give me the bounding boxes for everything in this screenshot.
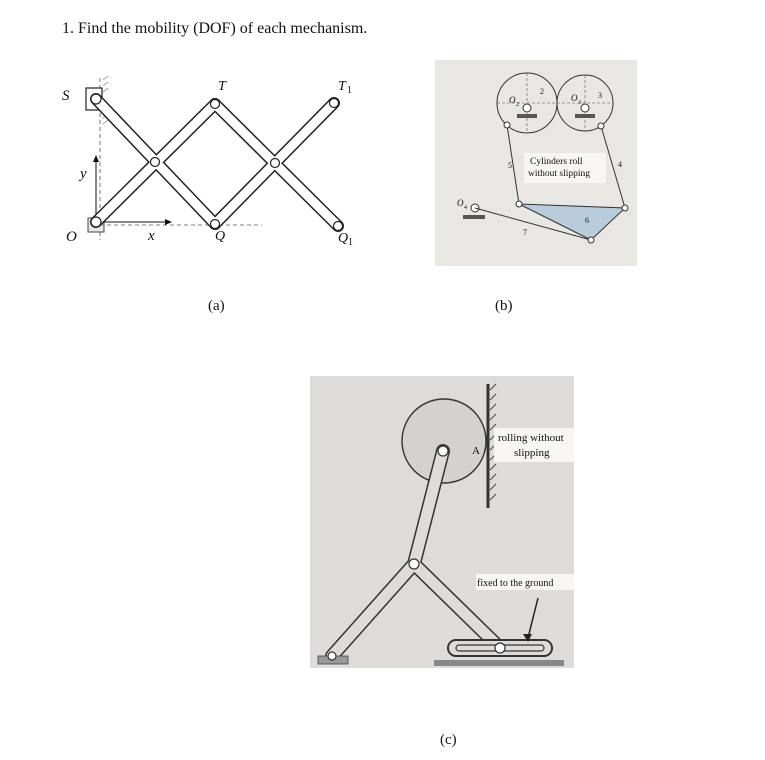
label-o: O [66,229,77,245]
y-arrowhead [93,155,99,162]
figure-a [55,70,375,250]
ground-base-c [434,660,564,666]
fixed-label: fixed to the ground [477,578,554,589]
caption-b: (b) [495,298,513,314]
note-line-1: Cylinders roll [530,157,583,167]
label-o3: O [571,93,578,103]
question-text: 1. Find the mobility (DOF) of each mechanism. [62,20,368,37]
label-4: 4 [618,160,622,169]
label-t1-sub: 1 [347,85,352,96]
label-2: 2 [540,87,544,96]
scissor-pins [91,94,343,231]
note-line-2: without slipping [528,169,591,179]
label-a: A [472,445,480,457]
label-o4-sub: 4 [464,205,467,211]
label-q1: Q [338,231,349,246]
label-t: T [218,79,226,94]
label-o2: O [509,95,516,105]
label-o3-sub: 3 [578,100,581,106]
caption-a: (a) [208,298,225,314]
label-7: 7 [523,228,527,237]
label-q: Q [215,229,226,244]
label-6: 6 [585,216,589,225]
label-t1: T [338,79,346,94]
scissor-links [96,99,338,226]
rolling-line-1: rolling without [498,432,564,444]
caption-c: (c) [440,732,457,748]
rolling-line-2: slipping [514,447,550,459]
x-arrowhead [165,219,172,225]
label-o4: O [457,198,464,208]
label-s: S [62,88,70,104]
figure-b [435,60,637,266]
label-x: x [148,228,155,244]
figure-c [310,376,574,668]
label-y: y [80,166,87,182]
label-o2-sub: 2 [516,102,519,108]
label-q1-sub: 1 [348,237,353,248]
label-3: 3 [598,91,602,100]
label-5: 5 [508,161,512,170]
